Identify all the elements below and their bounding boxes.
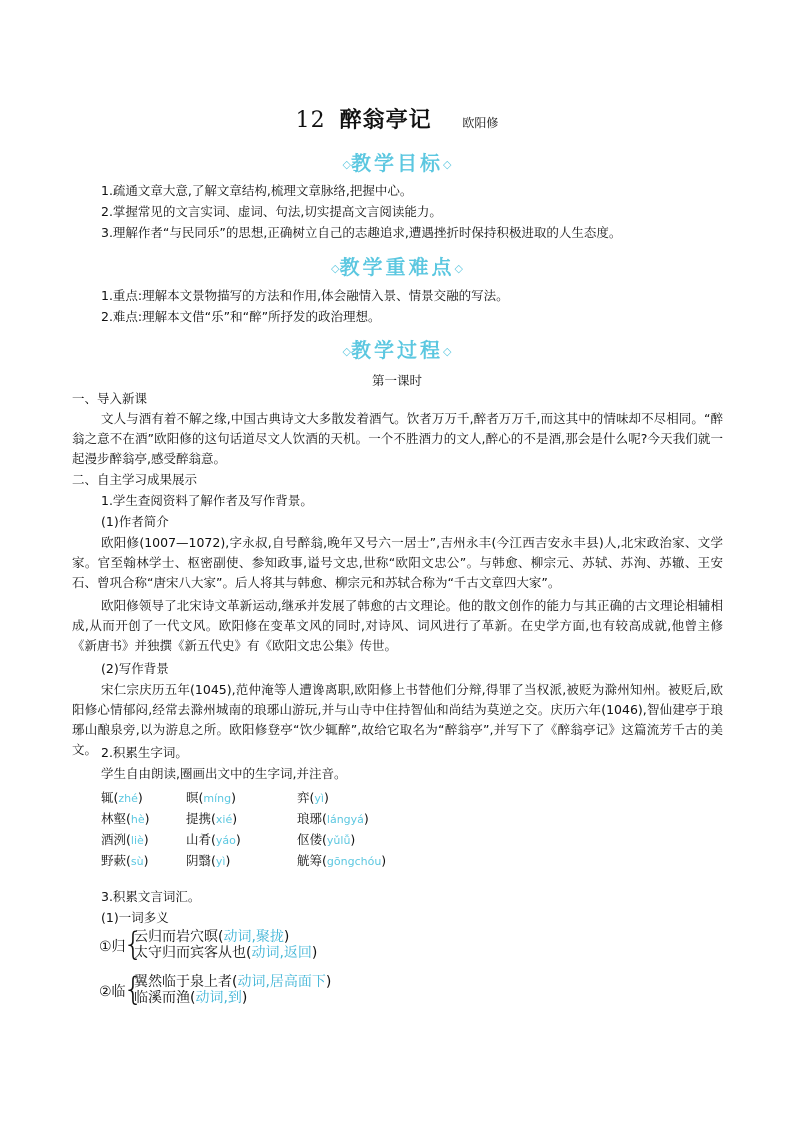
paren-open: ( (232, 974, 238, 990)
goal-item: 3.理解作者“与民同乐”的思想,正确树立自己的志趣追求,遭遇挫折时保持积极进取的人生态度。 (101, 225, 622, 240)
polysemy-word: ①归 (99, 939, 126, 955)
vocab-pinyin: hè (130, 813, 145, 826)
title-row (0, 103, 794, 134)
vocab-pinyin: yì (215, 855, 226, 868)
vocab-pinyin: míng (203, 792, 232, 805)
paren-open: ( (211, 811, 216, 826)
paren-close: ) (323, 790, 329, 805)
lesson-title-text: 醉翁亭记 (339, 107, 432, 133)
vocab-item (186, 809, 237, 827)
part1-heading: 一、导入新课 (72, 391, 148, 406)
answer-text: 动词,到 (195, 990, 242, 1006)
vocab-pinyin: xié (215, 813, 233, 826)
paren-close: ) (311, 945, 318, 961)
vocab-pinyin: liè (130, 834, 144, 847)
item2-text: 2.积累生字词。 (101, 745, 188, 760)
polysemy-sentence (134, 929, 289, 945)
vocab-word: 琅琊 (297, 811, 323, 826)
vocab-item (101, 830, 149, 848)
paren-open: ( (322, 832, 327, 847)
vocab-pinyin: lángyá (326, 813, 364, 826)
answer-text: 动词,居高面下 (237, 974, 326, 990)
item1-text: 1.学生查阅资料了解作者及写作背景。 (101, 493, 313, 508)
paren-close: ) (350, 832, 356, 847)
item2-description: 学生自由朗读,圈画出文中的生字词,并注音。 (101, 766, 347, 781)
vocab-word: 弈 (297, 790, 310, 805)
vocab-item (297, 851, 386, 869)
paren-open: ( (190, 990, 196, 1006)
paren-close: ) (325, 974, 332, 990)
paren-open: ( (309, 790, 315, 805)
vocab-pinyin: yǔlǚ (326, 834, 351, 847)
vocab-word: 辄 (101, 790, 114, 805)
paren-open: ( (126, 811, 131, 826)
section-heading-difficulty-text: 教学重难点 (339, 255, 455, 279)
vocab-pinyin: yáo (215, 834, 236, 847)
vocab-word: 林壑 (101, 811, 127, 826)
paren-close: ) (137, 790, 143, 805)
vocab-item (101, 809, 150, 827)
sentence-text: 云归而岩穴暝 (134, 929, 218, 945)
sub3-heading: (1)一词多义 (101, 910, 169, 925)
paren-close: ) (363, 811, 369, 826)
vocab-item (297, 788, 329, 806)
section-heading-process-text: 教学过程 (351, 338, 443, 362)
difficulty-item: 2.难点:理解本文借“乐”和“醉”所抒发的政治理想。 (101, 309, 381, 324)
diamond-icon: ◇ (443, 158, 452, 171)
diamond-icon: ◇ (331, 262, 340, 275)
author-name: 欧阳修 (462, 116, 499, 130)
period-label: 第一课时 (371, 373, 422, 388)
paren-open: ( (126, 853, 131, 868)
vocab-pinyin: zhé (118, 792, 138, 805)
brace-icon: { (123, 970, 144, 1008)
diamond-icon: ◇ (342, 158, 351, 171)
vocab-item (186, 851, 230, 869)
lesson-number: 12 (295, 108, 326, 133)
polysemy-word: ②临 (99, 984, 126, 1000)
paren-close: ) (381, 853, 387, 868)
background-paragraph: 宋仁宗庆历五年(1045),范仲淹等人遭谗离职,欧阳修上书替他们分辩,得罪了当权派,被贬为滁州知州。被贬后,欧阳修心情郁闷,经常去滁州城南的琅琊山游玩,并与山寺中住持智仙和尚结为莫逆之交。庆历六年(1046),智仙建亭于琅琊山酿泉旁,以为游息之所。欧阳修登亭“饮少辄醉”,故给它取名为“醉翁亭”,并写下了《醉翁亭记》这篇流芳千古的美文。 (72, 682, 723, 757)
lesson-title (296, 107, 441, 133)
vocab-item (186, 788, 236, 806)
item3-text: 3.积累文言词汇。 (101, 889, 201, 904)
vocab-pinyin: gōngchóu (326, 855, 382, 868)
paren-open: ( (322, 811, 327, 826)
vocab-word: 酒洌 (101, 832, 127, 847)
paren-open: ( (211, 832, 216, 847)
paren-open: ( (218, 929, 224, 945)
section-heading-process (0, 334, 794, 363)
paren-close: ) (144, 811, 150, 826)
vocab-word: 山肴 (186, 832, 212, 847)
author-paragraph-2: 欧阳修领导了北宋诗文革新运动,继承并发展了韩愈的古文理论。他的散文创作的能力与其正确的古文理论相辅相成,从而开创了一代文风。欧阳修在变革文风的同时,对诗风、词风进行了革新。在史学方面,也有较高成就,他曾主修《新唐书》并独撰《新五代史》有《欧阳文忠公集》传世。 (72, 598, 723, 653)
sub2-heading: (2)写作背景 (101, 661, 169, 676)
sentence-text: 翼然临于泉上者 (134, 974, 232, 990)
vocab-word: 暝 (186, 790, 199, 805)
vocab-word: 提携 (186, 811, 212, 826)
section-heading-goals-text: 教学目标 (351, 151, 443, 175)
vocab-item (101, 788, 143, 806)
difficulty-item: 1.重点:理解本文景物描写的方法和作用,体会融情入景、情景交融的写法。 (101, 288, 509, 303)
diamond-icon: ◇ (443, 345, 452, 358)
diamond-icon: ◇ (454, 262, 463, 275)
vocab-item (101, 851, 149, 869)
intro-paragraph: 文人与酒有着不解之缘,中国古典诗文大多散发着酒气。饮者万万千,醉者万万千,而这其中的情味却不尽相同。“醉翁之意不在酒”欧阳修的这句话道尽文人饮酒的天机。一个不胜酒力的文人,醉心的不是酒,那会是什么呢?今天我们就一起漫步醉翁亭,感受醉翁意。 (72, 411, 723, 466)
paren-open: ( (198, 790, 204, 805)
goal-item: 2.掌握常见的文言实词、虚词、句法,切实提高文言阅读能力。 (101, 204, 442, 219)
answer-text: 动词,返回 (251, 945, 312, 961)
paren-close: ) (235, 832, 241, 847)
vocab-item (297, 830, 355, 848)
vocab-item (297, 809, 369, 827)
paren-close: ) (143, 853, 149, 868)
paren-open: ( (113, 790, 119, 805)
vocab-item (186, 830, 241, 848)
vocab-word: 觥筹 (297, 853, 323, 868)
vocab-word: 伛偻 (297, 832, 323, 847)
section-heading-goals (0, 147, 794, 176)
section-heading-difficulty (0, 251, 794, 280)
paren-close: ) (231, 790, 237, 805)
paren-close: ) (283, 929, 290, 945)
part2-heading: 二、自主学习成果展示 (72, 472, 198, 487)
polysemy-sentence (134, 990, 247, 1006)
diamond-icon: ◇ (342, 345, 351, 358)
vocab-pinyin: sù (130, 855, 144, 868)
answer-text: 动词,聚拢 (223, 929, 284, 945)
vocab-word: 阴翳 (186, 853, 212, 868)
goal-item: 1.疏通文章大意,了解文章结构,梳理文章脉络,把握中心。 (101, 183, 413, 198)
author-paragraph-1: 欧阳修(1007—1072),字永叔,自号醉翁,晚年又号六一居士”,吉州永丰(今江西吉安永丰县)人,北宋政治家、文学家。官至翰林学士、枢密副使、参知政事,谥号文忠,世称“欧阳文忠公”。与韩愈、柳宗元、苏轼、苏洵、苏辙、王安石、曾巩合称“唐宋八大家”。后人将其与韩愈、柳宗元和苏轼合称为“千古文章四大家”。 (72, 535, 723, 590)
vocab-word: 野蔌 (101, 853, 127, 868)
sentence-text: 临溪而渔 (134, 990, 190, 1006)
paren-open: ( (246, 945, 252, 961)
paren-close: ) (241, 990, 248, 1006)
paren-open: ( (211, 853, 216, 868)
paren-open: ( (126, 832, 131, 847)
brace-icon: { (123, 925, 144, 963)
paren-close: ) (225, 853, 231, 868)
paren-open: ( (322, 853, 327, 868)
sentence-text: 太守归而宾客从也 (134, 945, 246, 961)
vocab-pinyin: yì (314, 792, 324, 805)
polysemy-sentence (134, 945, 317, 961)
polysemy-sentence (134, 974, 331, 990)
paren-close: ) (232, 811, 238, 826)
sub1-heading: (1)作者简介 (101, 514, 169, 529)
paren-close: ) (143, 832, 149, 847)
